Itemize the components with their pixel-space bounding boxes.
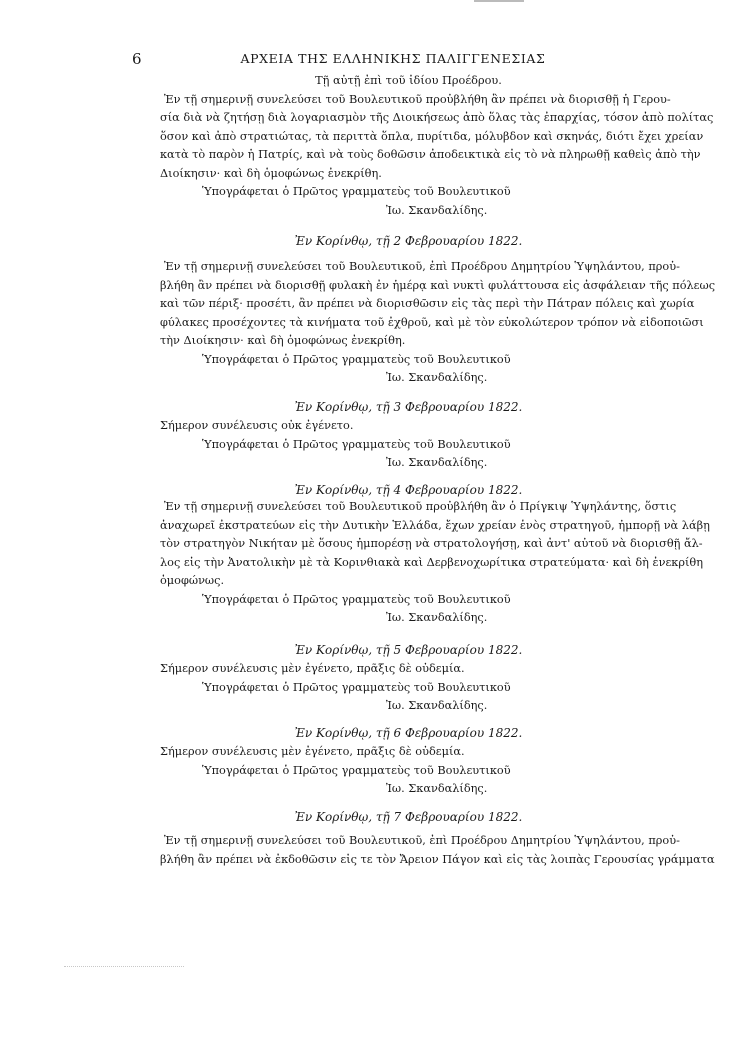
signature-title: Ὑπογράφεται ὁ Πρῶτος γραμματεὺς τοῦ Βουλευτικοῦ bbox=[202, 763, 511, 777]
entry-same-day bbox=[160, 72, 714, 220]
entry-feb-5 bbox=[160, 660, 657, 716]
paragraph-line: ὅσον καὶ ἀπὸ στρατιώτας, τὰ περιττὰ ὅπλα, πυρίτιδα, μόλυβδον καὶ σκηνάς, διότι ἔχει χρείαν bbox=[160, 129, 704, 143]
paragraph-line: λος εἰς τὴν Ἀνατολικὴν μὲ τὰ Κορινθιακὰ καὶ Δερβενοχωρίτικα στρατεύματα· καὶ δὴ ἐνεκρίθη bbox=[160, 555, 704, 569]
scan-artifact-dots bbox=[64, 966, 184, 968]
paragraph-line: Ἐν τῇ σημερινῇ συνελεύσει τοῦ Βουλευτικοῦ, ἐπὶ Προέδρου Δημητρίου Ὑψηλάντου, προὐ- bbox=[164, 260, 680, 273]
entry-feb-2 bbox=[160, 258, 716, 388]
paragraph-line: βλήθη ἂν πρέπει νὰ ἐκδοθῶσιν εἰς τε τὸν Ἄρειον Πάγον καὶ εἰς τὰς λοιπὰς Γερουσίας γράμματα bbox=[160, 852, 715, 866]
paragraph-line: Σήμερον συνέλευσις μὲν ἐγένετο, πρᾶξις δὲ οὐδεμία. bbox=[160, 662, 465, 675]
entry-feb-6 bbox=[160, 743, 657, 799]
running-title: ΑΡΧΕΙΑ ΤΗΣ ΕΛΛΗΝΙΚΗΣ ΠΑΛΙΓΓΕΝΕΣΙΑΣ bbox=[240, 51, 546, 66]
paragraph-line: κατὰ τὸ παρὸν ἡ Πατρίς, καὶ νὰ τοὺς δοθῶσιν ἀποδεικτικὰ εἰς τὸ νὰ πληρωθῇ καθεὶς ἀπὸ τὴν bbox=[160, 148, 701, 161]
paragraph-line: φύλακες προσέχοντες τὰ κινήματα τοῦ ἐχθροῦ, καὶ μὲ τὸν εὐκολώτερον τρόπον νὰ εἰδοποιῶσι bbox=[160, 315, 704, 329]
entry-date: Ἐν Κορίνθῳ, τῇ 4 Φεβρουαρίου 1822. bbox=[294, 483, 523, 497]
page-header bbox=[132, 50, 654, 70]
signature-title: Ὑπογράφεται ὁ Πρῶτος γραμματεὺς τοῦ Βουλευτικοῦ bbox=[202, 592, 511, 606]
scan-edge-mark bbox=[474, 0, 524, 2]
signature-name: Ἰω. Σκανδαλίδης. bbox=[386, 699, 488, 712]
paragraph-line: Ἐν τῇ σημερινῇ συνελεύσει τοῦ Βουλευτικοῦ, ἐπὶ Προέδρου Δημητρίου Ὑψηλάντου, προὐ- bbox=[164, 834, 680, 847]
paragraph-line: ὁμοφώνως. bbox=[160, 574, 225, 587]
paragraph-line: ἀναχωρεῖ ἐκστρατεύων εἰς τὴν Δυτικὴν Ἑλλάδα, ἔχων χρείαν ἑνὸς στρατηγοῦ, ἠμπορῇ νὰ λάβῃ bbox=[160, 518, 710, 532]
entry-feb-4 bbox=[160, 498, 710, 628]
paragraph-line: Ἐν τῇ σημερινῇ συνελεύσει τοῦ Βουλευτικοῦ προὐβλήθη ἂν πρέπει νὰ διορισθῇ ἡ Γερου- bbox=[164, 92, 671, 106]
signature-name: Ἰω. Σκανδαλίδης. bbox=[386, 371, 488, 384]
signature-title: Ὑπογράφεται ὁ Πρῶτος γραμματεὺς τοῦ Βουλευτικοῦ bbox=[202, 352, 511, 366]
paragraph-line: τὴν Διοίκησιν· καὶ δὴ ὁμοφώνως ἐνεκρίθη. bbox=[160, 334, 406, 347]
entry-opening: Τῇ αὐτῇ ἐπὶ τοῦ ἰδίου Προέδρου. bbox=[315, 74, 502, 87]
paragraph-line: Σήμερον συνέλευσις οὐκ ἐγένετο. bbox=[160, 419, 354, 432]
signature-title: Ὑπογράφεται ὁ Πρῶτος γραμματεὺς τοῦ Βουλευτικοῦ bbox=[202, 185, 511, 198]
paragraph-line: Σήμερον συνέλευσις μὲν ἐγένετο, πρᾶξις δὲ οὐδεμία. bbox=[160, 745, 465, 758]
paragraph-line: βλήθη ἂν πρέπει νὰ διορισθῇ φυλακὴ ἐν ἡμέρᾳ καὶ νυκτὶ φυλάττουσα εἰς ἀσφάλειαν τῆς πόλεως bbox=[160, 278, 716, 292]
signature-name: Ἰω. Σκανδαλίδης. bbox=[386, 782, 488, 795]
entry-date: Ἐν Κορίνθῳ, τῇ 6 Φεβρουαρίου 1822. bbox=[294, 726, 523, 740]
signature-name: Ἰω. Σκανδαλίδης. bbox=[386, 456, 488, 469]
entry-date: Ἐν Κορίνθῳ, τῇ 2 Φεβρουαρίου 1822. bbox=[294, 234, 523, 248]
signature-title: Ὑπογράφεται ὁ Πρῶτος γραμματεὺς τοῦ Βουλευτικοῦ bbox=[202, 437, 511, 451]
paragraph-line: Διοίκησιν· καὶ δὴ ὁμοφώνως ἐνεκρίθη. bbox=[160, 166, 382, 180]
paragraph-line: σία διὰ νὰ ζητήσῃ διὰ λογαριασμὸν τῆς Διοικήσεως ἀπὸ ὅλας τὰς ἐπαρχίας, τόσον ἀπὸ πολίτας bbox=[160, 111, 714, 124]
entry-feb-3 bbox=[160, 417, 657, 473]
entry-date: Ἐν Κορίνθῳ, τῇ 7 Φεβρουαρίου 1822. bbox=[294, 810, 523, 824]
entry-date: Ἐν Κορίνθῳ, τῇ 3 Φεβρουαρίου 1822. bbox=[294, 400, 523, 414]
entry-date: Ἐν Κορίνθῳ, τῇ 5 Φεβρουαρίου 1822. bbox=[294, 643, 523, 657]
paragraph-line: τὸν στρατηγὸν Νικήταν μὲ ὅσους ἠμπορέσῃ νὰ στρατολογήσῃ, καὶ ἀντ' αὐτοῦ νὰ διορισθῇ ἄλ- bbox=[160, 537, 703, 550]
signature-name: Ἰω. Σκανδαλίδης. bbox=[386, 203, 488, 217]
signature-title: Ὑπογράφεται ὁ Πρῶτος γραμματεὺς τοῦ Βουλευτικοῦ bbox=[202, 680, 511, 694]
paragraph-line: Ἐν τῇ σημερινῇ συνελεύσει τοῦ Βουλευτικοῦ προὐβλήθη ἂν ὁ Πρίγκιψ Ὑψηλάντης, ὅστις bbox=[164, 500, 677, 513]
page-number: 6 bbox=[132, 50, 142, 68]
paragraph-line: καὶ τῶν πέριξ· προσέτι, ἂν πρέπει νὰ διορισθῶσιν εἰς τὰς περὶ τὴν Πάτραν πόλεις καὶ χωρία bbox=[160, 297, 695, 310]
signature-name: Ἰω. Σκανδαλίδης. bbox=[386, 611, 488, 624]
entry-feb-7 bbox=[160, 832, 715, 869]
